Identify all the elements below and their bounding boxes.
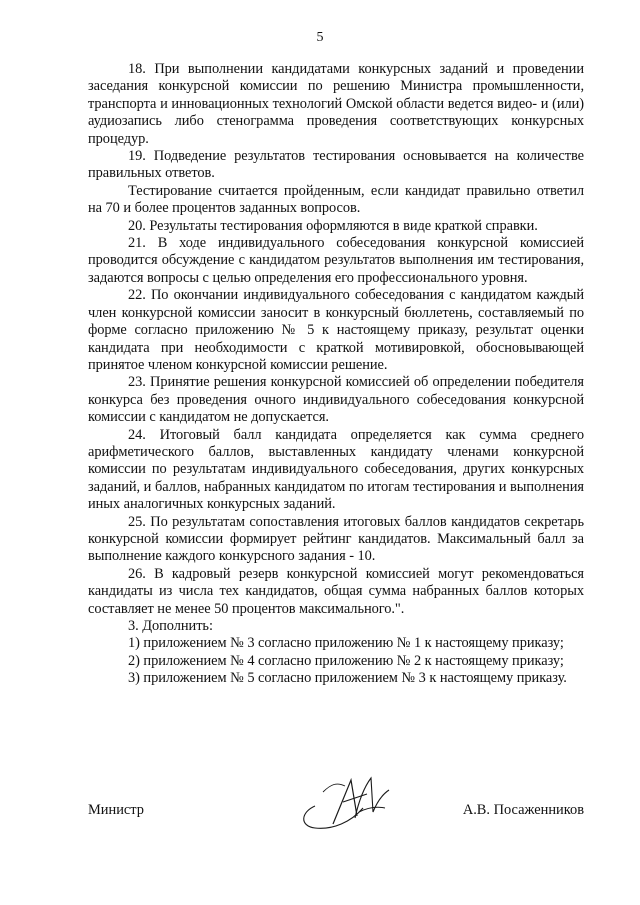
signatory-position: Министр xyxy=(88,802,144,818)
list-item-2: 2) приложением № 4 согласно приложению № 2 к настоящему приказу; xyxy=(128,652,564,669)
list-item-1: 1) приложением № 3 согласно приложению № 1 к настоящему приказу; xyxy=(128,635,564,652)
paragraph-21: 21. В ходе индивидуального собеседования конкурсной комиссией проводится обсуждение с кандидатом результатов выполнения им тестирования, задаются вопросы с целью определения его профессионального уровня. xyxy=(88,235,584,286)
handwritten-signature xyxy=(293,772,403,832)
paragraph-23: 23. Принятие решения конкурсной комиссией об определении победителя конкурса без проведения очного индивидуального собеседования конкурсной комиссии с кандидатом не допускается. xyxy=(88,374,584,426)
list-item-3: 3) приложением № 5 согласно приложением № 3 к настоящему приказу. xyxy=(128,670,567,687)
paragraph-25: 25. По результатам сопоставления итоговых баллов кандидатов секретарь конкурсной комиссии формирует рейтинг кандидатов. Максимальный балл за выполнение каждого конкурсного задания - 10. xyxy=(88,513,584,565)
signature-block xyxy=(88,772,584,852)
document-body xyxy=(88,61,584,688)
paragraph-26: 26. В кадровый резерв конкурсной комиссией могут рекомендоваться кандидаты из числа тех кандидатов, общая сумма набранных баллов которых составляет не менее 50 процентов максимального.". xyxy=(88,565,584,617)
paragraph-19: 19. Подведение результатов тестирования основывается на количестве правильных ответов. xyxy=(88,148,584,182)
paragraph-19-continued: Тестирование считается пройденным, если кандидат правильно ответил на 70 и более процентов заданных вопросов. xyxy=(88,182,584,217)
paragraph-3: 3. Дополнить: xyxy=(128,618,213,634)
paragraph-24: 24. Итоговый балл кандидата определяется как сумма среднего арифметического баллов, выставленных кандидату членами конкурсной комиссии по результатам индивидуального собеседования, других конкурсных заданий, и баллов, набранных кандидатом по итогам тестирования и выполнения иных аналогичных конкурсных заданий. xyxy=(88,426,584,513)
paragraph-18: 18. При выполнении кандидатами конкурсных заданий и проведении заседания конкурсной комиссии по решению Министра промышленности, транспорта и инновационных технологий Омской области ведется видео- и (или) аудиозапись либо стенограмма проведения соответствующих конкурсных процедур. xyxy=(88,61,584,147)
page-number: 5 xyxy=(316,30,324,45)
paragraph-20: 20. Результаты тестирования оформляются в виде краткой справки. xyxy=(128,217,538,234)
signatory-name: А.В. Посаженников xyxy=(462,802,584,818)
paragraph-22: 22. По окончании индивидуального собеседования с кандидатом каждый член конкурсной комиссии заносит в конкурсный бюллетень, составляемый по форме согласно приложению № 5 к настоящему приказу, результат оценки кандидата при необходимости с краткой мотивировкой, обосновывающей принятое членом конкурсной комиссии решение. xyxy=(88,287,584,373)
